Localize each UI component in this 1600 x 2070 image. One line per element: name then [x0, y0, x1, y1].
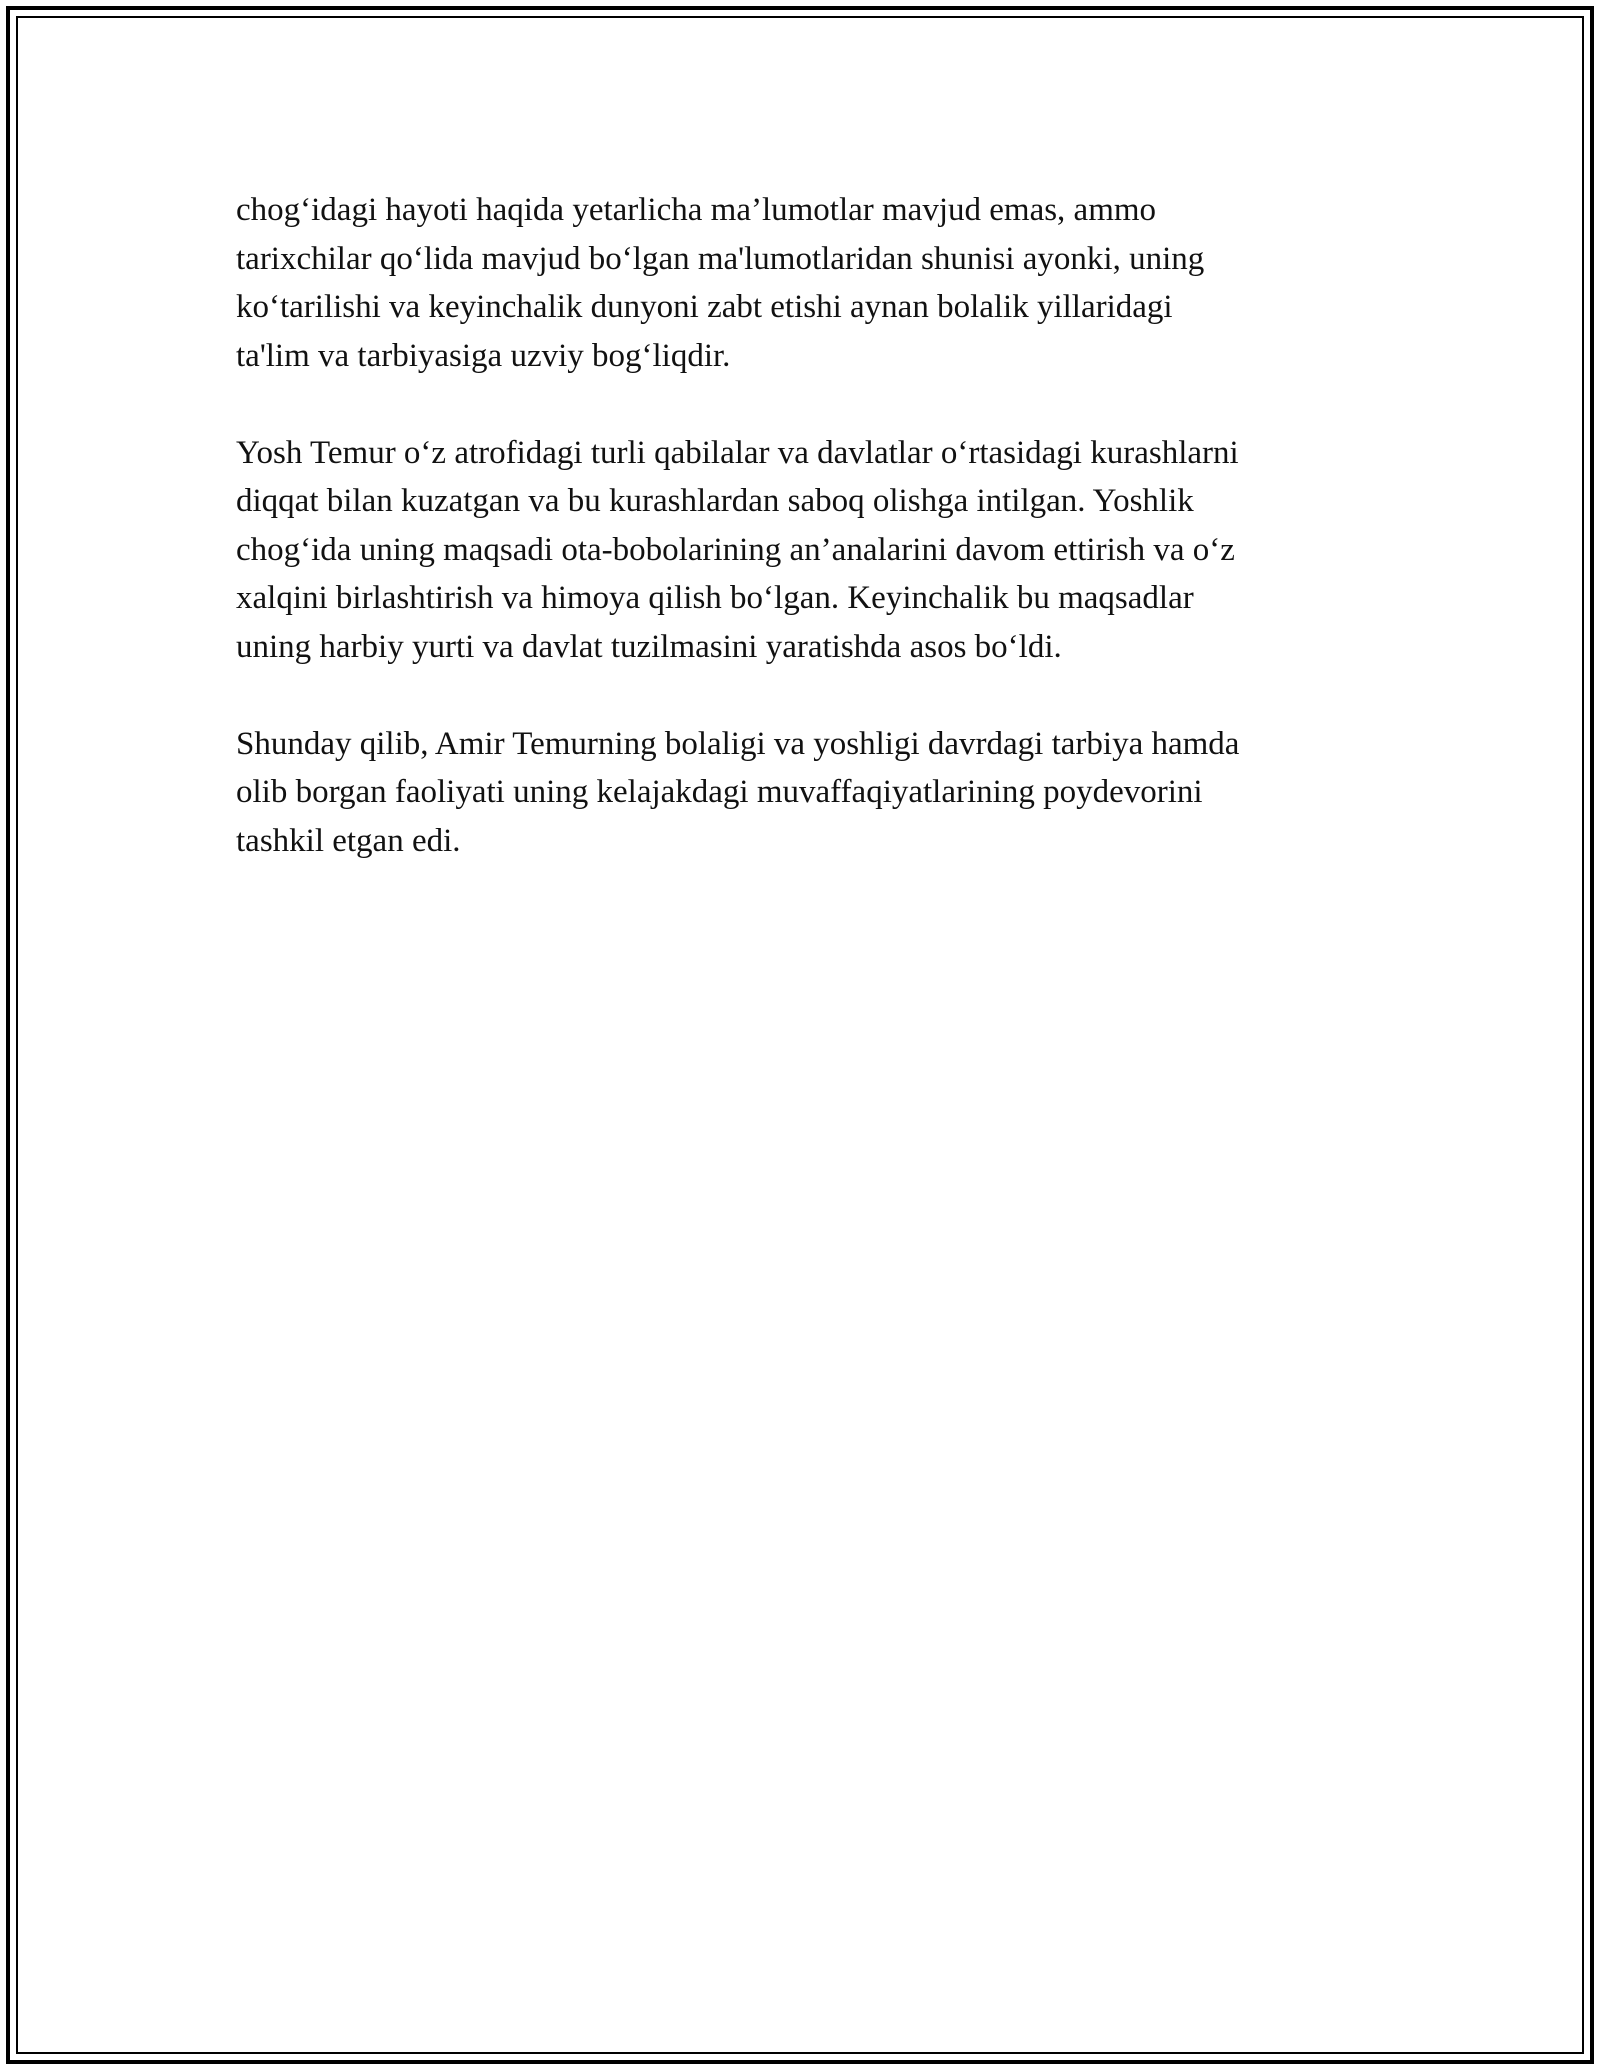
- text-line: chog‘idagi hayoti haqida yetarlicha ma’lumotlar mavjud emas, ammo: [236, 192, 1157, 228]
- text-line: olib borgan faoliyati uning kelajakdagi muvaffaqiyatlarining poydevorini: [236, 774, 1203, 810]
- text-line: ko‘tarilishi va keyinchalik dunyoni zabt etishi aynan bolalik yillaridagi: [236, 289, 1173, 325]
- text-line: xalqini birlashtirish va himoya qilish bo‘lgan. Keyinchalik bu maqsadlar: [236, 580, 1194, 616]
- text-line: Yosh Temur o‘z atrofidagi turli qabilalar va davlatlar o‘rtasidagi kurashlarni: [236, 434, 1239, 471]
- text-line: chog‘ida uning maqsadi ota-bobolarining an’analarini davom ettirish va o‘z: [236, 531, 1235, 568]
- text-line: tarixchilar qo‘lida mavjud bo‘lgan ma'lumotlaridan shunisi ayonki, uning: [236, 240, 1205, 277]
- text-line: diqqat bilan kuzatgan va bu kurashlardan saboq olishga intilgan. Yoshlik: [236, 483, 1194, 519]
- text-line: Shunday qilib, Amir Temurning bolaligi va yoshligi davrdagi tarbiya hamda: [236, 725, 1240, 762]
- document-body: [236, 186, 1386, 914]
- paragraph-1: [236, 186, 1386, 380]
- text-line: uning harbiy yurti va davlat tuzilmasini yaratishda asos bo‘ldi.: [236, 628, 1062, 665]
- paragraph-2: [236, 429, 1386, 672]
- text-line: tashkil etgan edi.: [236, 822, 461, 859]
- paragraph-3: [236, 720, 1386, 866]
- text-line: ta'lim va tarbiyasiga uzviy bog‘liqdir.: [236, 337, 731, 374]
